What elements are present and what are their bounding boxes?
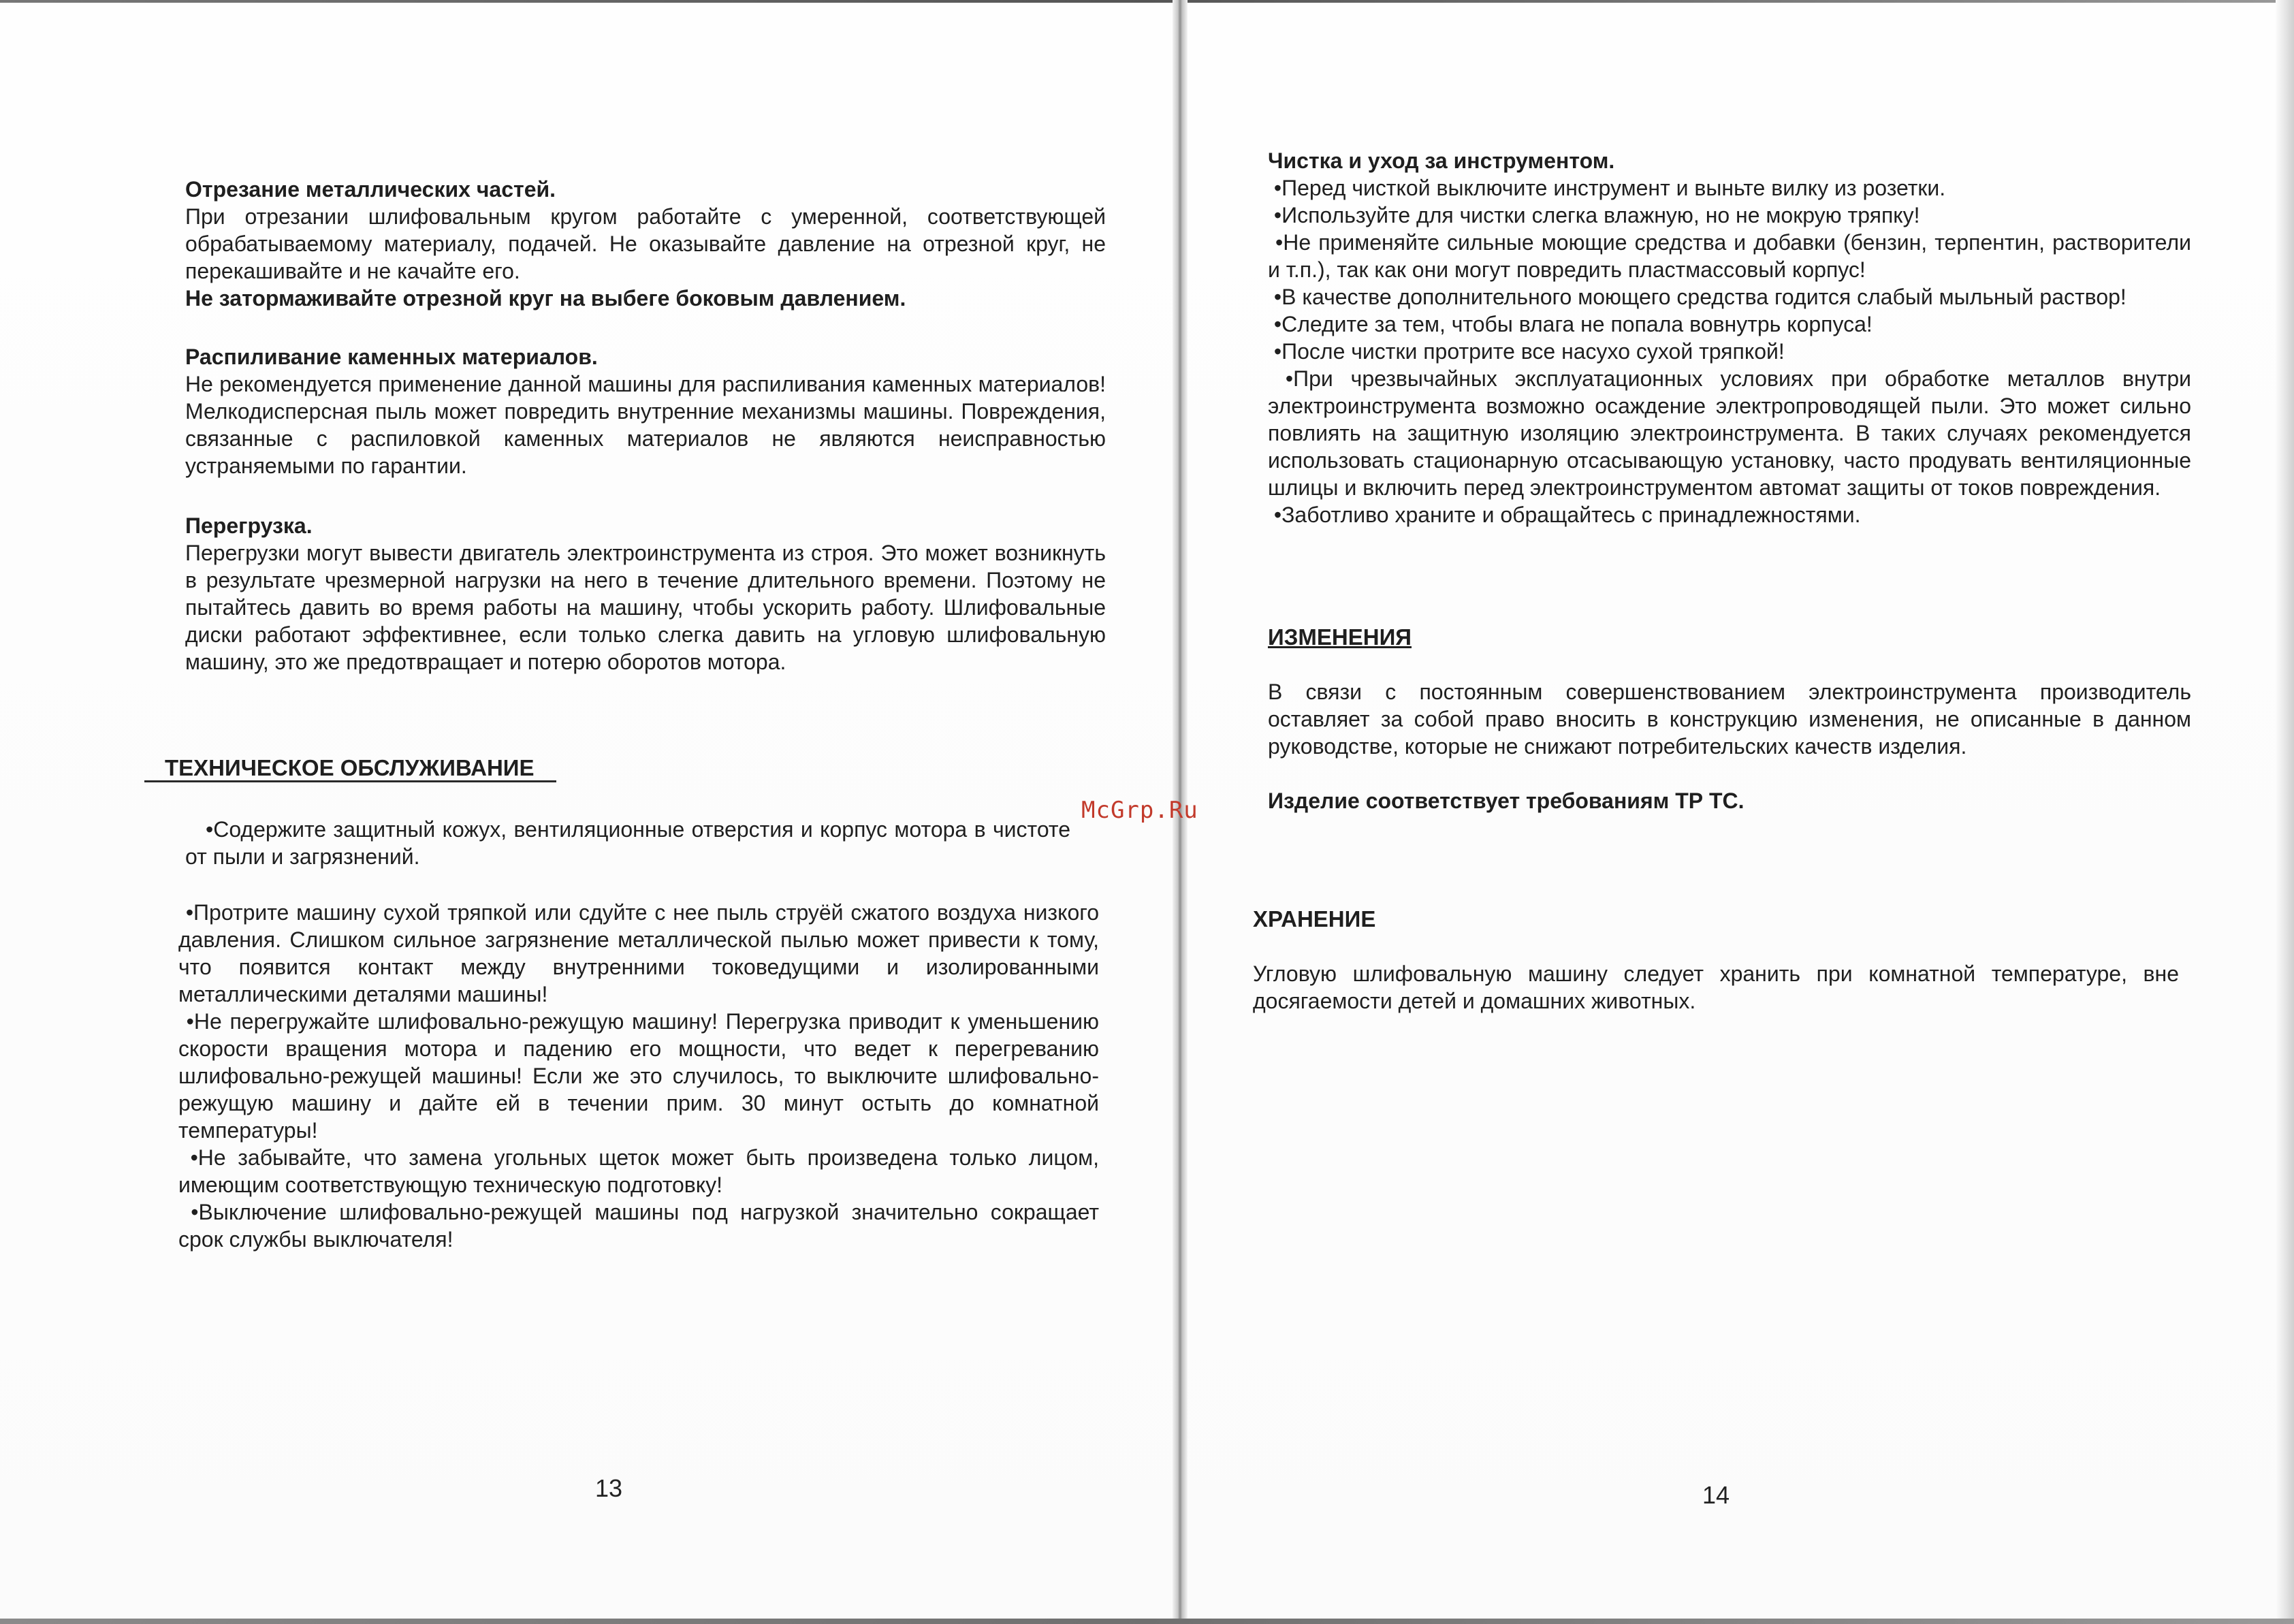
list-item — [178, 1008, 1099, 1144]
list-item — [185, 816, 1070, 870]
bullet-icon: • — [1268, 285, 1282, 309]
bullet-icon: • — [1268, 312, 1282, 336]
bullet-icon: • — [1268, 339, 1282, 364]
list-item-text: Перед чисткой выключите инструмент и выньте вилку из розетки. — [1281, 176, 1946, 200]
section-title: ХРАНЕНИЕ — [1253, 906, 1376, 932]
page-number: 13 — [595, 1474, 623, 1502]
list-item — [178, 1144, 1099, 1198]
list-item — [1268, 365, 2191, 501]
section-title: Чистка и уход за инструментом. — [1268, 148, 1615, 173]
list-item-text: При чрезвычайных эксплуатационных условиях при обработке металлов внутри электроинструмента возможно осаждение электропроводящей пыли. Это может сильно повлиять на защитную изоляцию электроинструмента. В таких случаях рекомендуется использовать стационарную отсасывающую установку, часто продувать вентиляционные шлицы и включить перед электроинструментом автомат защиты от токов повреждения. — [1268, 366, 2192, 500]
bullet-icon: • — [1268, 203, 1282, 227]
list-item-text: Не забывайте, что замена угольных щеток может быть произведена только лицом, имеющим соответствующую техническую подготовку! — [178, 1145, 1100, 1197]
section-storage — [1253, 906, 2179, 1015]
list-item-text: Не применяйте сильные моющие средства и добавки (бензин, терпентин, растворители и т.п.), так как они могут повредить пластмассовый корпус! — [1268, 230, 2192, 282]
section-text: Перегрузки могут вывести двигатель электроинструмента из строя. Это может возникнуть в результате чрезмерной нагрузки на него в течение длительного времени. Поэтому не пытайтесь давить во время работы на машину, чтобы ускорить работу. Шлифовальные диски работают эффективнее, если только слегка давить на угловую шлифовальную машину, это же предотвращает и потерю оборотов мотора. — [185, 541, 1106, 674]
scan-bottom-edge — [0, 1619, 2294, 1624]
list-item — [1268, 174, 2191, 202]
maintenance-bullet-first — [185, 816, 1070, 870]
list-item-text: Не перегружайте шлифовально-режущую машину! Перегрузка приводит к уменьшению скорости вращения мотора и падению его мощности, что ведет к перегреванию шлифовально-режущей машины! Если же это случилось, то выключите шлифовально-режущую машину и дайте ей в течении прим. 30 минут остыть до комнатной температуры! — [178, 1009, 1100, 1143]
section-overload — [185, 512, 1106, 675]
section-title: ТЕХНИЧЕСКОЕ ОБСЛУЖИВАНИЕ — [165, 755, 535, 780]
section-cutting — [185, 176, 1106, 312]
list-item-text: Выключение шлифовально-режущей машины под нагрузкой значительно сокращает срок службы выключателя! — [178, 1200, 1100, 1252]
bold-warning: Не затормаживайте отрезной круг на выбеге боковым давлением. — [185, 286, 906, 311]
list-item-text: Содержите защитный кожух, вентиляционные отверстия и корпус мотора в чистоте от пыли и загрязнений. — [185, 817, 1070, 869]
list-item-text: Протрите машину сухой тряпкой или сдуйте с нее пыль струёй сжатого воздуха низкого давления. Слишком сильное загрязнение металлической пылью может привести к тому, что появится контакт между внутренними токоведущими и изолированными металлическими деталями машины! — [178, 900, 1100, 1006]
bullet-icon: • — [178, 1145, 198, 1170]
section-text: При отрезании шлифовальным кругом работайте с умеренной, соответствующей обрабатываемому материалу, подачей. Не оказывайте давление на отрезной круг, не перекашивайте и не качайте его. — [185, 204, 1106, 283]
bullet-icon: • — [1268, 230, 1284, 255]
section-title: Распиливание каменных материалов. — [185, 345, 598, 369]
section-title: Перегрузка. — [185, 513, 313, 538]
bullet-icon: • — [1268, 366, 1294, 391]
list-item-text: В качестве дополнительного моющего средства годится слабый мыльный раствор! — [1281, 285, 2126, 309]
list-item-text: Используйте для чистки слегка влажную, но не мокрую тряпку! — [1281, 203, 1920, 227]
list-item — [178, 1198, 1099, 1253]
list-item — [178, 899, 1099, 1008]
list-item — [1268, 311, 2191, 338]
list-item — [1268, 338, 2191, 365]
list-item — [1268, 229, 2191, 283]
section-text: Не рекомендуется применение данной машины для распиливания каменных материалов! Мелкодисперсная пыль может повредить внутренние механизмы машины. Повреждения, связанные с распиловкой каменных материалов не являются неисправностью устраняемыми по гарантии. — [185, 372, 1106, 478]
list-item — [1268, 501, 2191, 528]
section-text: В связи с постоянным совершенствованием электроинструмента производитель оставляет за собой право вносить в конструкцию изменения, не описанные в данном руководстве, которые не снижают потребительских качеств изделия. — [1268, 680, 2191, 759]
section-title: Отрезание металлических частей. — [185, 177, 556, 202]
title-underline — [144, 780, 556, 782]
maintenance-bullets — [178, 899, 1099, 1253]
section-text: Угловую шлифовальную машину следует хранить при комнатной температуре, вне досягаемости детей и домашних животных. — [1253, 961, 2179, 1013]
section-changes — [1268, 624, 2191, 814]
bullet-icon: • — [1268, 503, 1282, 527]
bullet-icon: • — [178, 1009, 194, 1034]
bullet-icon: • — [206, 817, 214, 842]
watermark-text: McGrp.Ru — [1081, 797, 1198, 824]
section-maintenance-title — [165, 754, 710, 782]
list-item-text: Следите за тем, чтобы влага не попала вовнутрь корпуса! — [1281, 312, 1873, 336]
bullet-icon: • — [178, 900, 194, 925]
bullet-icon: • — [1268, 176, 1282, 200]
list-item-text: После чистки протрите все насухо сухой тряпкой! — [1281, 339, 1785, 364]
page-number: 14 — [1702, 1481, 1730, 1509]
list-item-text: Заботливо храните и обращайтесь с принадлежностями. — [1281, 503, 1861, 527]
list-item — [1268, 283, 2191, 311]
bullet-icon: • — [178, 1200, 199, 1224]
list-item — [1268, 202, 2191, 229]
compliance-note: Изделие соответствует требованиям ТР ТС. — [1268, 789, 1745, 813]
section-care — [1268, 147, 2191, 528]
scan-right-edge — [2276, 0, 2294, 1624]
section-stone — [185, 343, 1106, 479]
section-title: ИЗМЕНЕНИЯ — [1268, 624, 1412, 650]
